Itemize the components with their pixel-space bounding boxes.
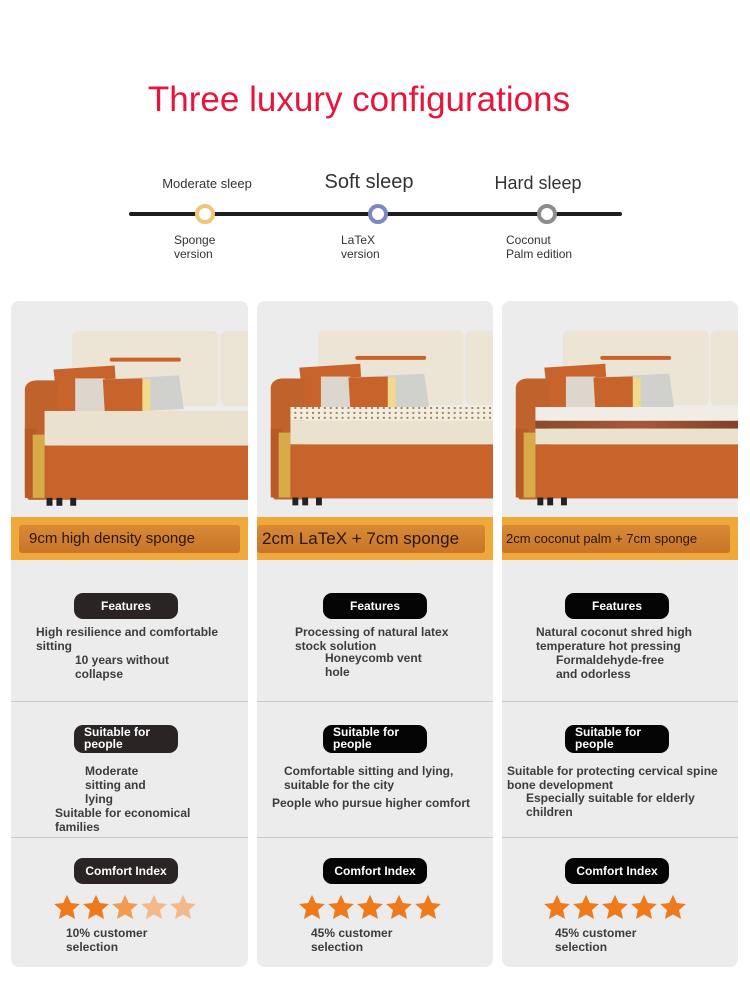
comfort-index-badge: Comfort Index [74,858,178,884]
features-section [11,560,248,701]
suitable-item: Comfortable sitting and lying, suitable for the city [284,764,454,792]
star-icon [601,893,629,921]
sofa-illustration [257,301,493,515]
customer-selection: 45% customer selection [311,926,393,954]
config-card-coconut [502,301,738,967]
sofa-image [257,301,493,515]
spec-label: 9cm high density sponge [19,525,240,553]
sofa-illustration [502,301,738,515]
star-icon [169,893,197,921]
customer-selection: 10% customer selection [66,926,148,954]
star-icon [414,893,442,921]
star-icon [327,893,355,921]
feature-item: Natural coconut shred high temperature hot pressing [536,625,693,653]
comfort-section [11,838,248,967]
config-card-sponge [11,301,248,967]
sofa-image [502,301,738,515]
suitable-item: Especially suitable for elderly children [526,791,695,819]
features-badge: Features [565,593,669,619]
timeline-label: Moderate sleep [162,176,252,191]
star-rating [298,893,442,921]
suitable-item: Moderate sitting and lying [85,764,146,806]
star-icon [630,893,658,921]
timeline-label: Hard sleep [494,173,582,193]
features-badge: Features [74,593,178,619]
suitable-badge: Suitable for people [323,725,427,753]
star-icon [140,893,168,921]
star-icon [543,893,571,921]
feature-item: High resilience and comfortable sitting [36,625,219,653]
suitable-item: People who pursue higher comfort [272,796,471,810]
star-icon [82,893,110,921]
page-title: Three luxury configurations [147,80,571,119]
spec-band [257,517,493,560]
star-icon [298,893,326,921]
sofa-illustration [11,301,248,515]
spec-band [11,517,248,560]
timeline-sublabel: Coconut Palm edition [506,233,573,261]
features-section [257,560,493,701]
suitable-badge: Suitable for people [74,725,178,753]
suitable-section [502,702,738,837]
star-icon [53,893,81,921]
star-rating [53,893,197,921]
comfort-index-badge: Comfort Index [565,858,669,884]
spec-label: 2cm LaTeX + 7cm sponge [257,525,485,553]
comfort-index-badge: Comfort Index [323,858,427,884]
suitable-item: Suitable for economical families [55,806,191,834]
comfort-section [257,838,493,967]
feature-item: Processing of natural latex stock solution [295,625,449,653]
star-icon [356,893,384,921]
timeline-dot-icon [537,204,557,224]
timeline-label: Soft sleep [324,171,414,193]
feature-item: Honeycomb vent hole [325,651,422,679]
timeline-sublabel: Sponge version [174,233,216,261]
timeline-dot-icon [195,204,215,224]
star-icon [572,893,600,921]
star-icon [385,893,413,921]
suitable-section [11,702,248,837]
suitable-section [257,702,493,837]
configuration-timeline [0,0,750,280]
timeline-dot-icon [368,204,388,224]
comfort-section [502,838,738,967]
features-section [502,560,738,701]
star-icon [659,893,687,921]
feature-item: 10 years without collapse [75,653,170,681]
sofa-image [11,301,248,515]
customer-selection: 45% customer selection [555,926,637,954]
features-badge: Features [323,593,427,619]
suitable-item: Suitable for protecting cervical spine bone development [507,764,718,792]
spec-label: 2cm coconut palm + 7cm sponge [502,525,730,553]
config-card-latex [257,301,493,967]
suitable-badge: Suitable for people [565,725,669,753]
feature-item: Formaldehyde-free and odorless [556,653,665,681]
star-rating [543,893,687,921]
timeline-sublabel: LaTeX version [341,233,380,261]
spec-band [502,517,738,560]
star-icon [111,893,139,921]
